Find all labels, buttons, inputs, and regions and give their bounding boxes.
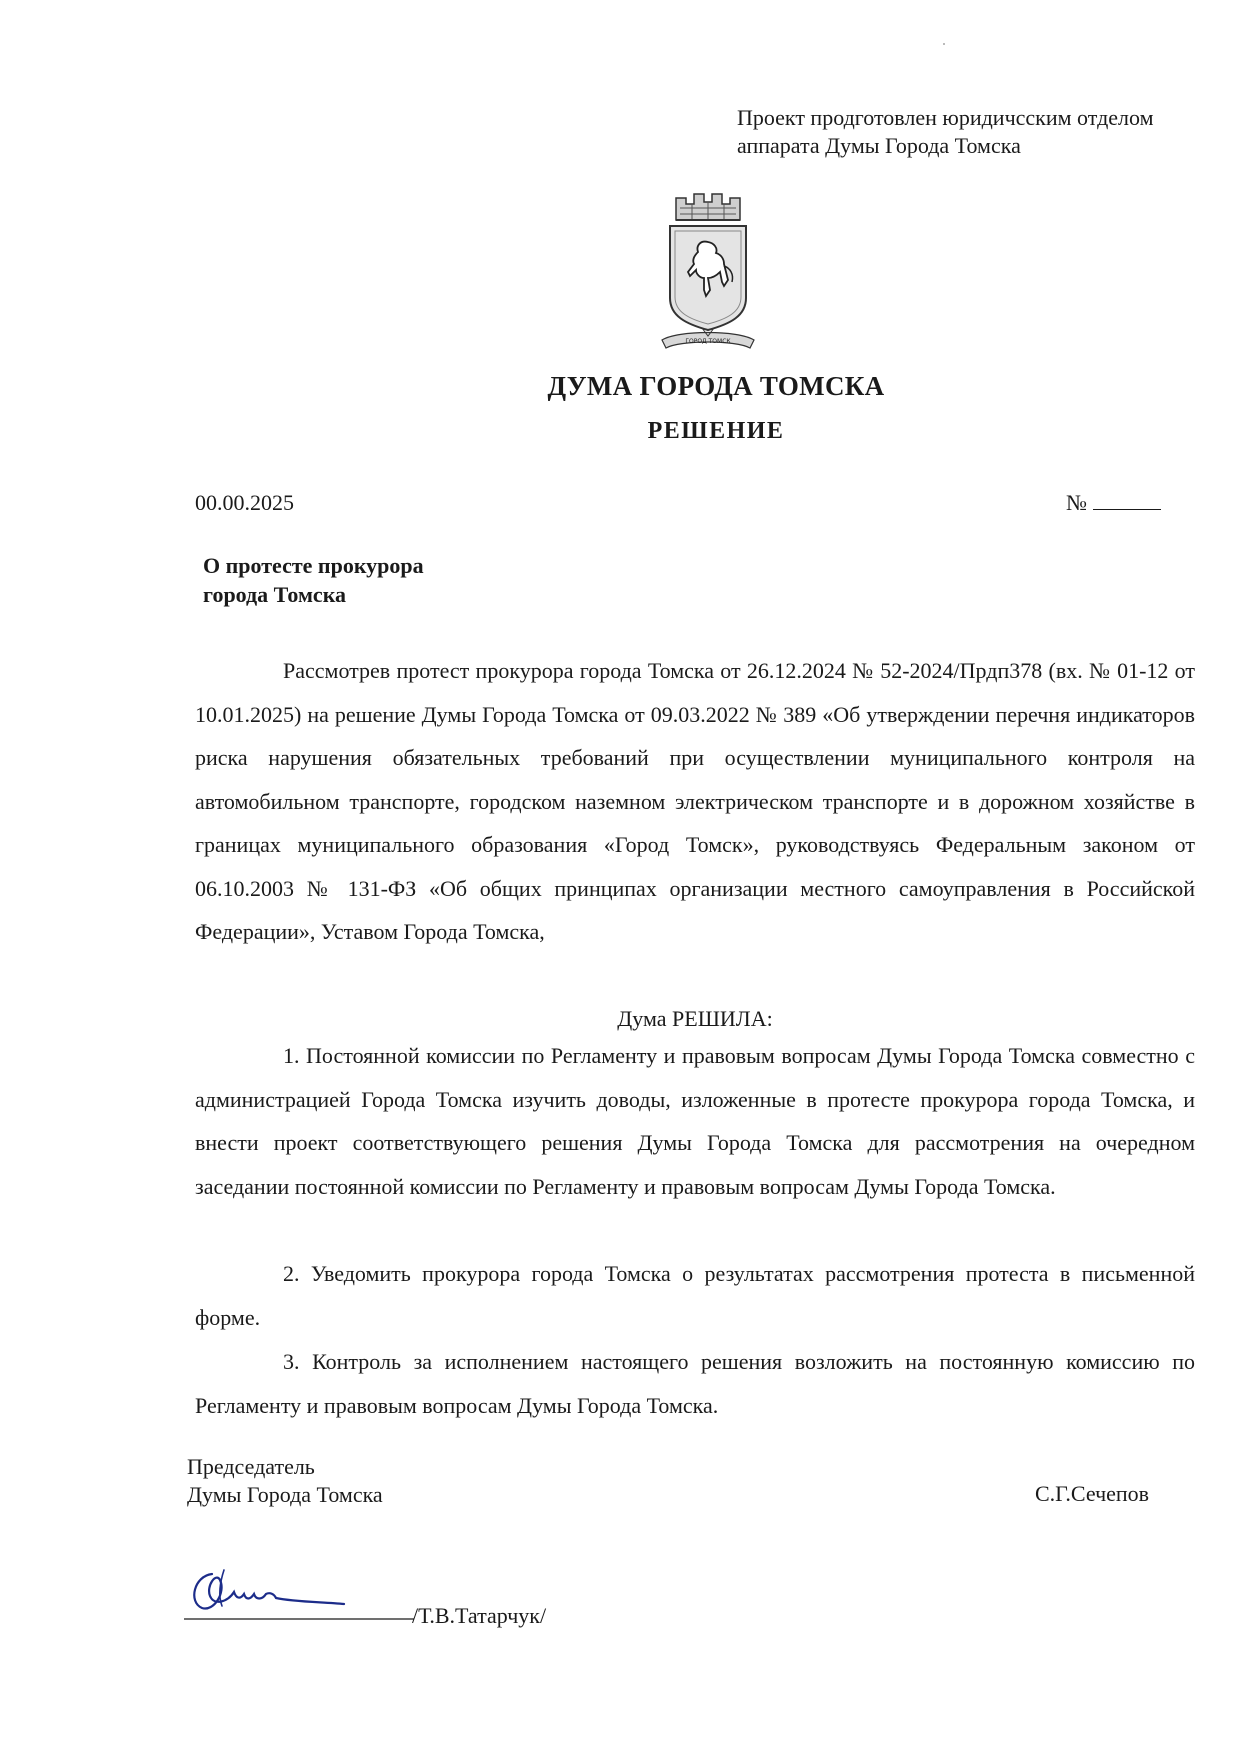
resolution-item: [195, 1340, 1195, 1427]
preamble: [195, 649, 1195, 954]
number-blank-line: [1093, 493, 1161, 510]
document-date: 00.00.2025: [195, 490, 294, 515]
subject-line-1: О протесте прокурора: [203, 553, 424, 578]
prepared-by-name: /Т.В.Татарчук/: [412, 1603, 547, 1628]
prepared-line-2: аппарата Думы Города Томска: [737, 133, 1021, 158]
resolution-item-2: 2. Уведомить прокурора города Томска о результатах рассмотрения протеста в письменной форме.: [195, 1261, 1195, 1330]
handwritten-signature: [184, 1562, 414, 1628]
emblem-ribbon-text: ГОРОД ТОМСК: [685, 338, 731, 345]
organization-title: ДУМА ГОРОДА ТОМСКА: [547, 371, 885, 401]
resolution-item-3: 3. Контроль за исполнением настоящего решения возложить на постоянную комиссию по Регламенту и правовым вопросам Думы Города Томска.: [195, 1349, 1195, 1418]
chair-name: С.Г.Сечепов: [1035, 1481, 1150, 1506]
resolved-heading: Дума РЕШИЛА:: [617, 1006, 773, 1031]
document-number: [1066, 490, 1161, 516]
resolution-item: [195, 1252, 1195, 1339]
resolution-item: [195, 1034, 1195, 1208]
subject-line-2: города Томска: [203, 582, 347, 607]
prepared-by-note: [737, 104, 1154, 160]
document-type: РЕШЕНИЕ: [647, 418, 785, 444]
chair-title: [187, 1453, 383, 1509]
document-subject: [203, 551, 424, 609]
preamble-text: Рассмотрев протест прокурора города Томска от 26.12.2024 № 52-2024/Прдп378 (вх. № 01-12 от 10.01.2025) на решение Думы Города Томска от 09.03.2022 № 389 «Об утверждении перечня индикаторов риска нарушения обязательных требований при осуществлении муниципального контроля на автомобильном транспорте, городском наземном электрическом транспорте и в дорожном хозяйстве в границах муниципального образования «Город Томск», руководствуясь Федеральным законом от 06.10.2003 № 131-ФЗ «Об общих принципах организации местного самоуправления в Российской Федерации», Уставом Города Томска,: [195, 658, 1195, 944]
resolution-item-1: 1. Постоянной комиссии по Регламенту и правовым вопросам Думы Города Томска совместно с администрацией Города Томска изучить доводы, изложенные в протесте прокурора города Томска, и внести проект соответствующего решения Думы Города Томска для рассмотрения на очередном заседании постоянной комиссии по Регламенту и правовым вопросам Думы Города Томска.: [195, 1043, 1195, 1199]
prepared-line-1: Проект продготовлен юридичсским отделом: [737, 105, 1154, 130]
number-label: №: [1066, 490, 1087, 515]
chair-title-line-1: Председатель: [187, 1454, 315, 1479]
chair-title-line-2: Думы Города Томска: [187, 1482, 383, 1507]
scan-artifact: [943, 43, 945, 45]
tomsk-coat-of-arms-icon: [658, 190, 758, 352]
